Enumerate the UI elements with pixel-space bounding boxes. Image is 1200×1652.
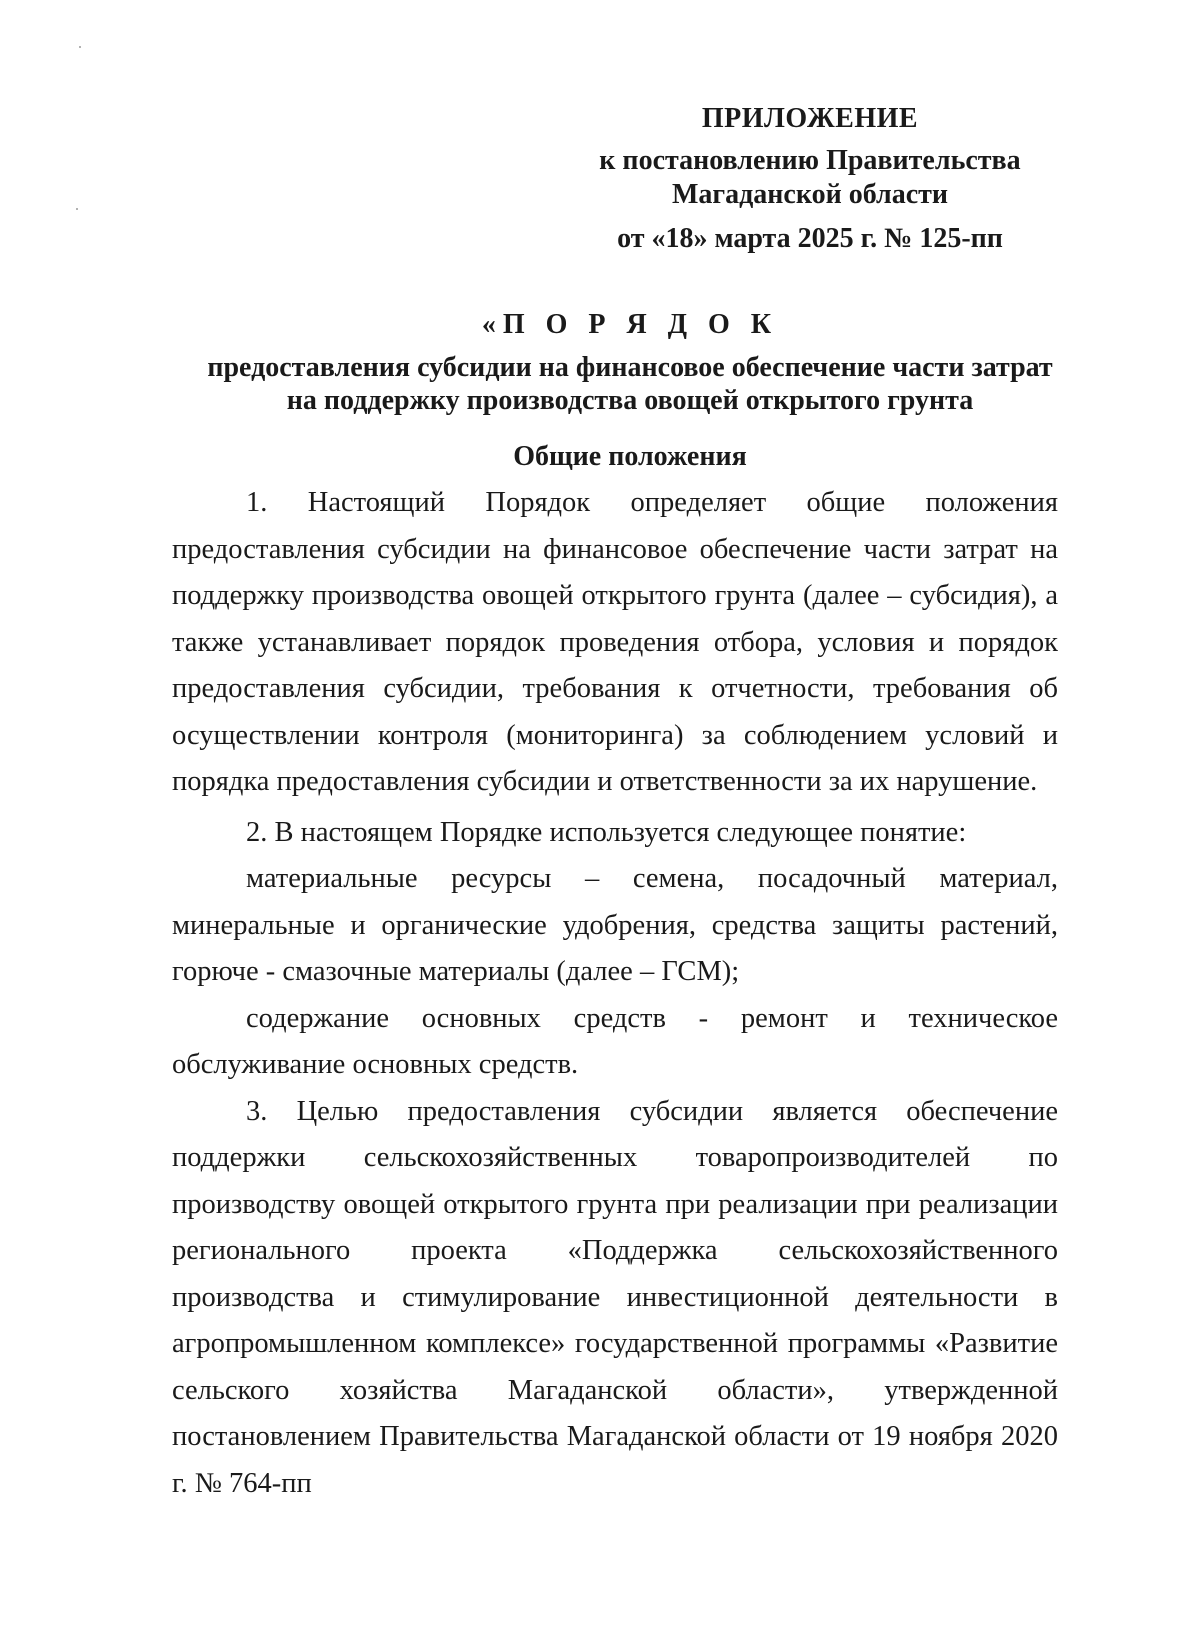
document-title-block <box>160 308 1100 417</box>
paragraph-definition-assets: содержание основных средств - ремонт и техническое обслуживание основных средств. <box>172 1002 1058 1080</box>
paragraph-1: 1. Настоящий Порядок определяет общие положения предоставления субсидии на финансовое обеспечение части затрат на поддержку производства овощей открытого грунта (далее – субсидия), а также устанавливает порядок проведения отбора, условия и порядок предоставления субсидии, требования к отчетности, требования об осуществлении контроля (мониторинга) за соблюдением условий и порядка предоставления субсидии и ответственности за их нарушение. <box>172 487 1058 797</box>
scan-speck <box>79 46 81 48</box>
section-heading: Общие положения <box>513 441 747 472</box>
appendix-title: ПРИЛОЖЕНИЕ <box>701 103 919 134</box>
decree-reference: от «18» марта 2025 г. № 125-пп <box>617 223 1003 254</box>
document-subtitle-line-1: предоставления субсидии на финансовое обеспечение части затрат <box>207 352 1053 383</box>
paragraph-3: 3. Целью предоставления субсидии является обеспечение поддержки сельскохозяйственных товаропроизводителей по производству овощей открытого грунта при реализации при реализации регионального проекта «Поддержка сельскохозяйственного производства и стимулирование инвестиционной деятельности в агропромышленном комплексе» государственной программы «Развитие сельского хозяйства Магаданской области», утвержденной постановлением Правительства Магаданской области от 19 ноября 2020 г. № 764-пп <box>172 1095 1058 1499</box>
document-title: «П О Р Я Д О К <box>481 309 779 340</box>
paragraph-2: 2. В настоящем Порядке используется следующее понятие: <box>246 816 967 848</box>
appendix-header <box>560 102 1060 256</box>
document-subtitle-line-2: на поддержку производства овощей открытого грунта <box>286 385 974 416</box>
scan-speck <box>76 208 78 210</box>
appendix-line-1: к постановлению Правительства <box>599 145 1021 176</box>
paragraph-definition-resources: материальные ресурсы – семена, посадочный материал, минеральные и органические удобрения, средства защиты растений, горюче - смазочные материалы (далее – ГСМ); <box>172 863 1058 987</box>
appendix-line-2: Магаданской области <box>671 179 949 210</box>
document-body <box>172 480 1058 1507</box>
